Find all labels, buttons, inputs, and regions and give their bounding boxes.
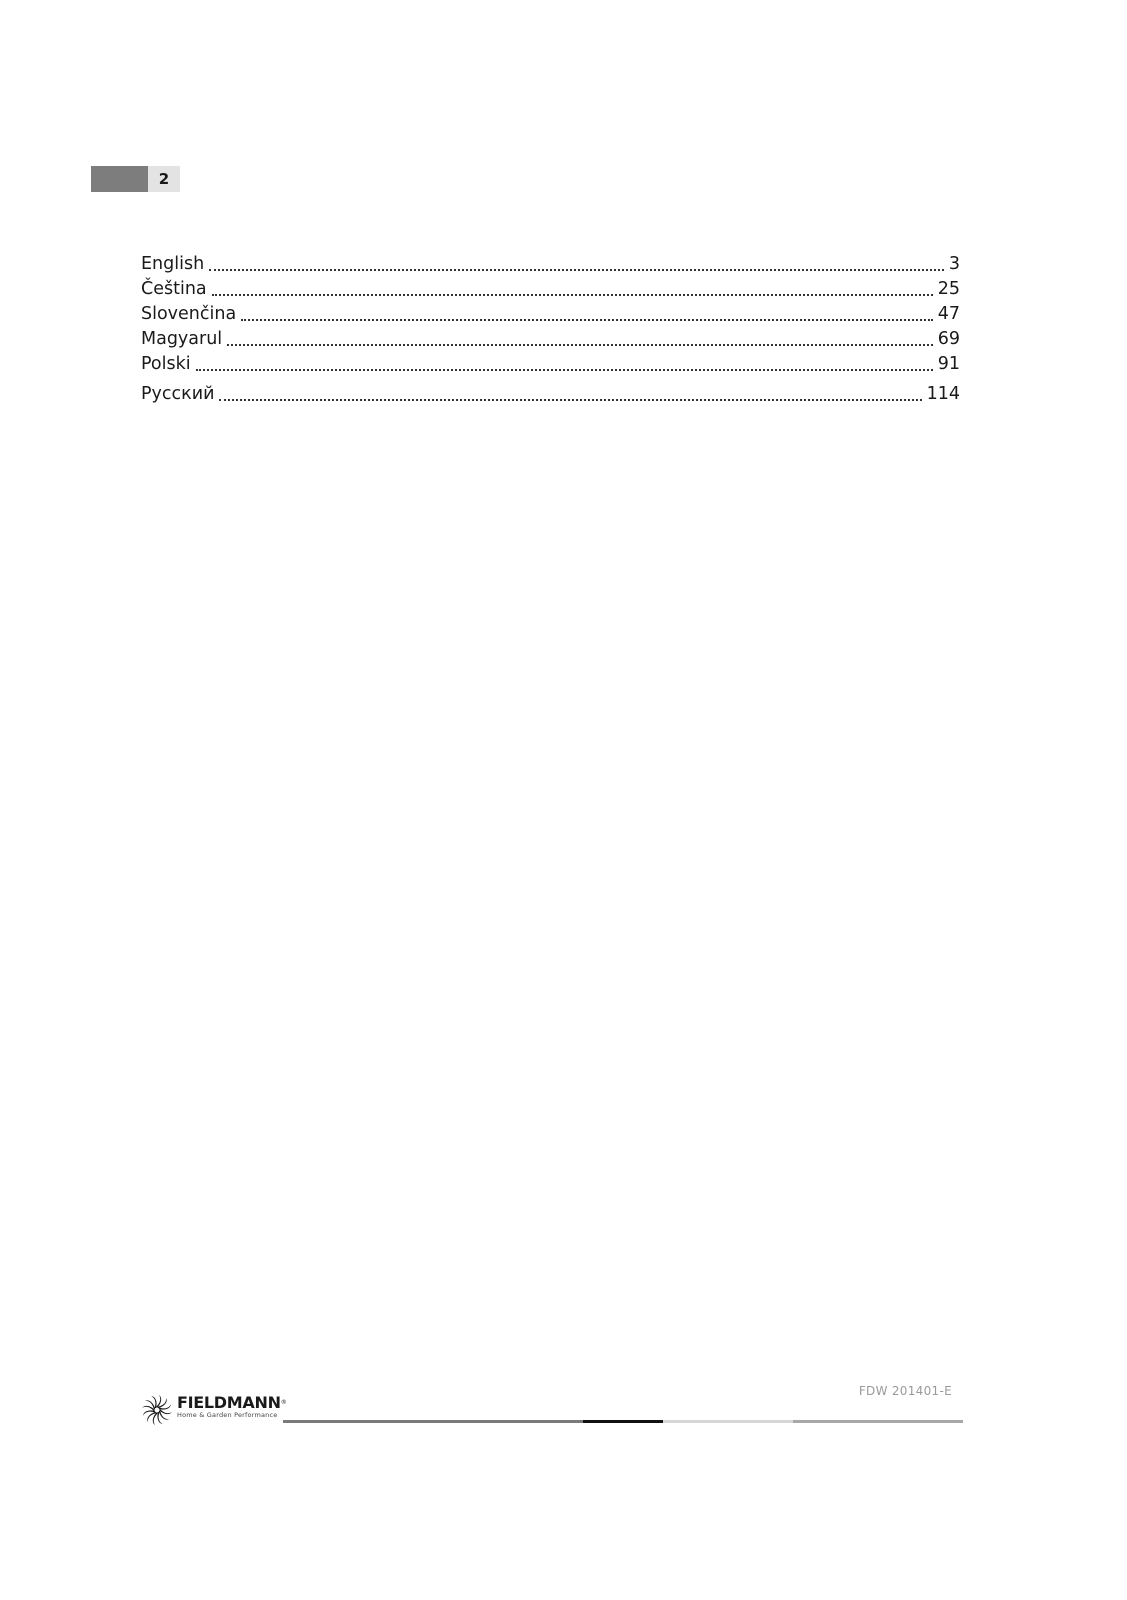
toc-entry-label: Magyarul: [141, 329, 223, 349]
toc-entry-magyarul[interactable]: [141, 327, 960, 352]
toc-entry-label: Русский: [141, 384, 215, 404]
brand-name: FIELDMANN®: [177, 1393, 287, 1412]
table-of-contents: [141, 252, 960, 407]
dot-leader: [241, 318, 933, 321]
dot-leader: [209, 268, 944, 271]
page-number-tab: [91, 166, 180, 192]
toc-entry-slovencina[interactable]: [141, 302, 960, 327]
dot-leader: [212, 293, 933, 296]
toc-entry-label: English: [141, 254, 205, 274]
toc-entry-polski[interactable]: [141, 352, 960, 377]
footer-rule-segment: [283, 1420, 583, 1423]
page-number: 2: [148, 166, 180, 192]
trademark-symbol: ®: [280, 1399, 287, 1406]
toc-entry-label: Čeština: [141, 279, 207, 299]
dot-leader: [227, 343, 933, 346]
page-footer: [141, 1384, 963, 1430]
toc-entry-label: Slovenčina: [141, 304, 237, 324]
footer-rule-segment: [663, 1420, 793, 1423]
dot-leader: [196, 368, 933, 371]
toc-entry-page: 69: [937, 329, 960, 349]
pinwheel-icon: [141, 1394, 173, 1426]
toc-entry-page: 91: [937, 354, 960, 374]
footer-rule-segment: [793, 1420, 963, 1423]
toc-entry-page: 25: [937, 279, 960, 299]
toc-entry-cestina[interactable]: [141, 277, 960, 302]
toc-entry-page: 47: [937, 304, 960, 324]
brand-tagline: Home & Garden Performance: [177, 1411, 278, 1419]
fieldmann-logo: [141, 1394, 286, 1426]
footer-rule-segment: [583, 1420, 663, 1423]
page-tab-marker: [91, 166, 148, 192]
toc-entry-page: 114: [926, 384, 960, 404]
toc-entry-english[interactable]: [141, 252, 960, 277]
toc-entry-label: Polski: [141, 354, 191, 374]
toc-entry-page: 3: [948, 254, 960, 274]
toc-entry-russkiy[interactable]: [141, 382, 960, 407]
dot-leader: [219, 398, 921, 401]
document-code: FDW 201401-E: [858, 1384, 952, 1398]
